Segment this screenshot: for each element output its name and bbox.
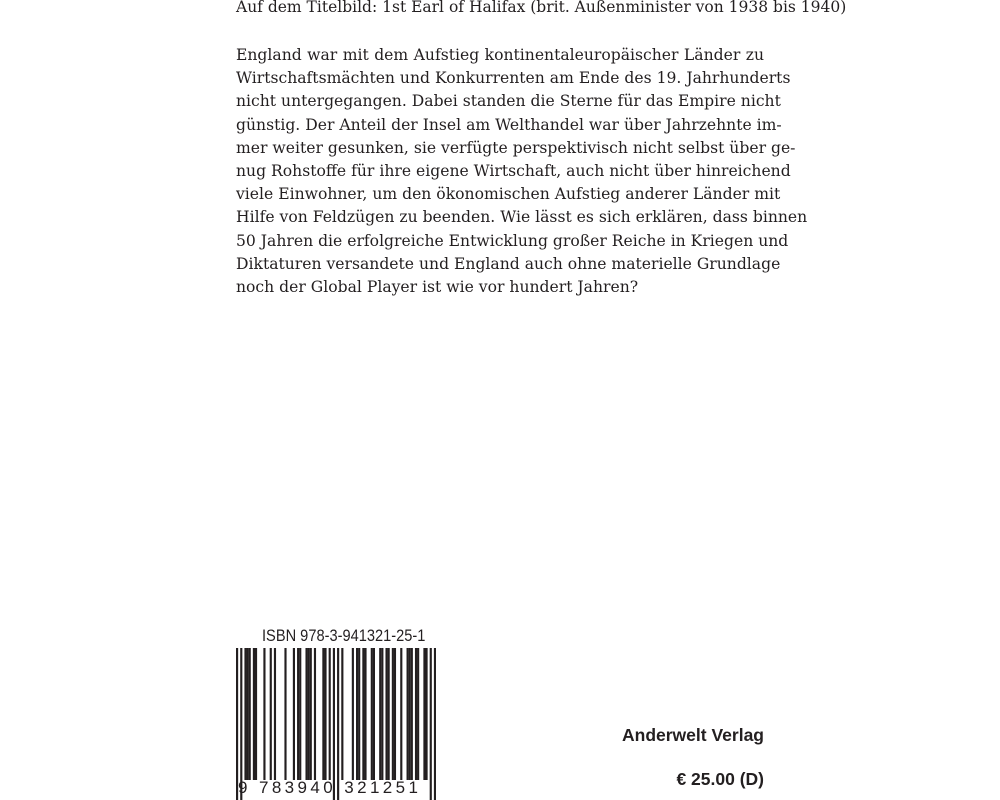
barcode-bar — [308, 648, 310, 780]
isbn-label: ISBN 978-3-941321-25-1 — [262, 626, 426, 645]
blurb-line: nug Rohstoffe für ihre eigene Wirtschaft, auch nicht über hinreichend — [236, 162, 791, 181]
barcode-bar — [322, 648, 324, 780]
barcode-bar — [244, 648, 246, 780]
barcode-bar — [314, 648, 316, 780]
barcode-bar — [381, 648, 383, 780]
barcode-bar — [293, 648, 295, 780]
barcode-bar — [299, 648, 301, 780]
barcode-bar — [356, 648, 358, 780]
barcode-bar — [434, 648, 436, 800]
barcode-bar — [329, 648, 331, 780]
barcode-bar — [388, 648, 390, 780]
cover-caption: Auf dem Titelbild: 1st Earl of Halifax (brit. Außenminister von 1938 bis 1940) — [236, 0, 847, 16]
barcode-bar — [411, 648, 413, 780]
blurb-line: 50 Jahren die erfolgreiche Entwicklung großer Reiche in Kriegen und — [236, 231, 789, 250]
blurb-line: England war mit dem Aufstieg kontinentaleuropäischer Länder zu — [236, 46, 764, 64]
barcode-bar — [324, 648, 326, 780]
barcode-bar — [247, 648, 249, 780]
barcode-bar — [253, 648, 255, 780]
barcode-bar — [364, 648, 366, 780]
barcode-bar — [362, 648, 364, 780]
barcode-bar — [358, 648, 360, 780]
barcode-bar — [352, 648, 354, 780]
blurb-line: nicht untergegangen. Dabei standen die Sterne für das Empire nicht — [236, 92, 781, 111]
blurb-line: Wirtschaftsmächten und Konkurrenten am Ende des 19. Jahrhunderts — [236, 69, 791, 88]
barcode-bar — [409, 648, 411, 780]
barcode-bar — [341, 648, 343, 780]
blurb-line: mer weiter gesunken, sie verfügte perspektivisch nicht selbst über ge- — [236, 138, 796, 157]
barcode-bar — [310, 648, 312, 780]
barcode-bar — [297, 648, 299, 780]
barcode-bar — [400, 648, 402, 780]
barcode-bar — [394, 648, 396, 780]
barcode-bar — [249, 648, 251, 780]
barcode-bar — [417, 648, 419, 780]
barcode-bar — [371, 648, 373, 780]
blurb-line: Diktaturen versandete und England auch ohne materielle Grundlage — [236, 254, 781, 273]
barcode-bar — [270, 648, 272, 780]
barcode-bar — [407, 648, 409, 780]
barcode-bar — [379, 648, 381, 780]
barcode-bar — [425, 648, 427, 780]
barcode-bar — [284, 648, 286, 780]
barcode-bar — [430, 648, 432, 800]
blurb-line: noch der Global Player ist wie vor hundert Jahren? — [236, 278, 639, 297]
barcode-bar — [274, 648, 276, 780]
barcode-bar — [392, 648, 394, 780]
barcode-bar — [263, 648, 265, 780]
blurb-text — [236, 44, 808, 299]
barcode-bar — [415, 648, 417, 780]
price: € 25.00 (D) — [676, 769, 764, 789]
barcode-bar — [255, 648, 257, 780]
blurb-line: günstig. Der Anteil der Insel am Welthandel war über Jahrzehnte im- — [236, 115, 782, 134]
barcode-bar — [373, 648, 375, 780]
barcode-digits: 9 783940 321251 — [238, 778, 422, 797]
barcode-bar — [385, 648, 387, 780]
barcode-bar — [305, 648, 307, 780]
blurb-line: viele Einwohner, um den ökonomischen Aufstieg anderer Länder mit — [236, 185, 781, 204]
blurb-line: Hilfe von Feldzügen zu beenden. Wie lässt es sich erklären, dass binnen — [236, 208, 808, 227]
barcode-bar — [423, 648, 425, 780]
publisher-name: Anderwelt Verlag — [622, 725, 764, 745]
